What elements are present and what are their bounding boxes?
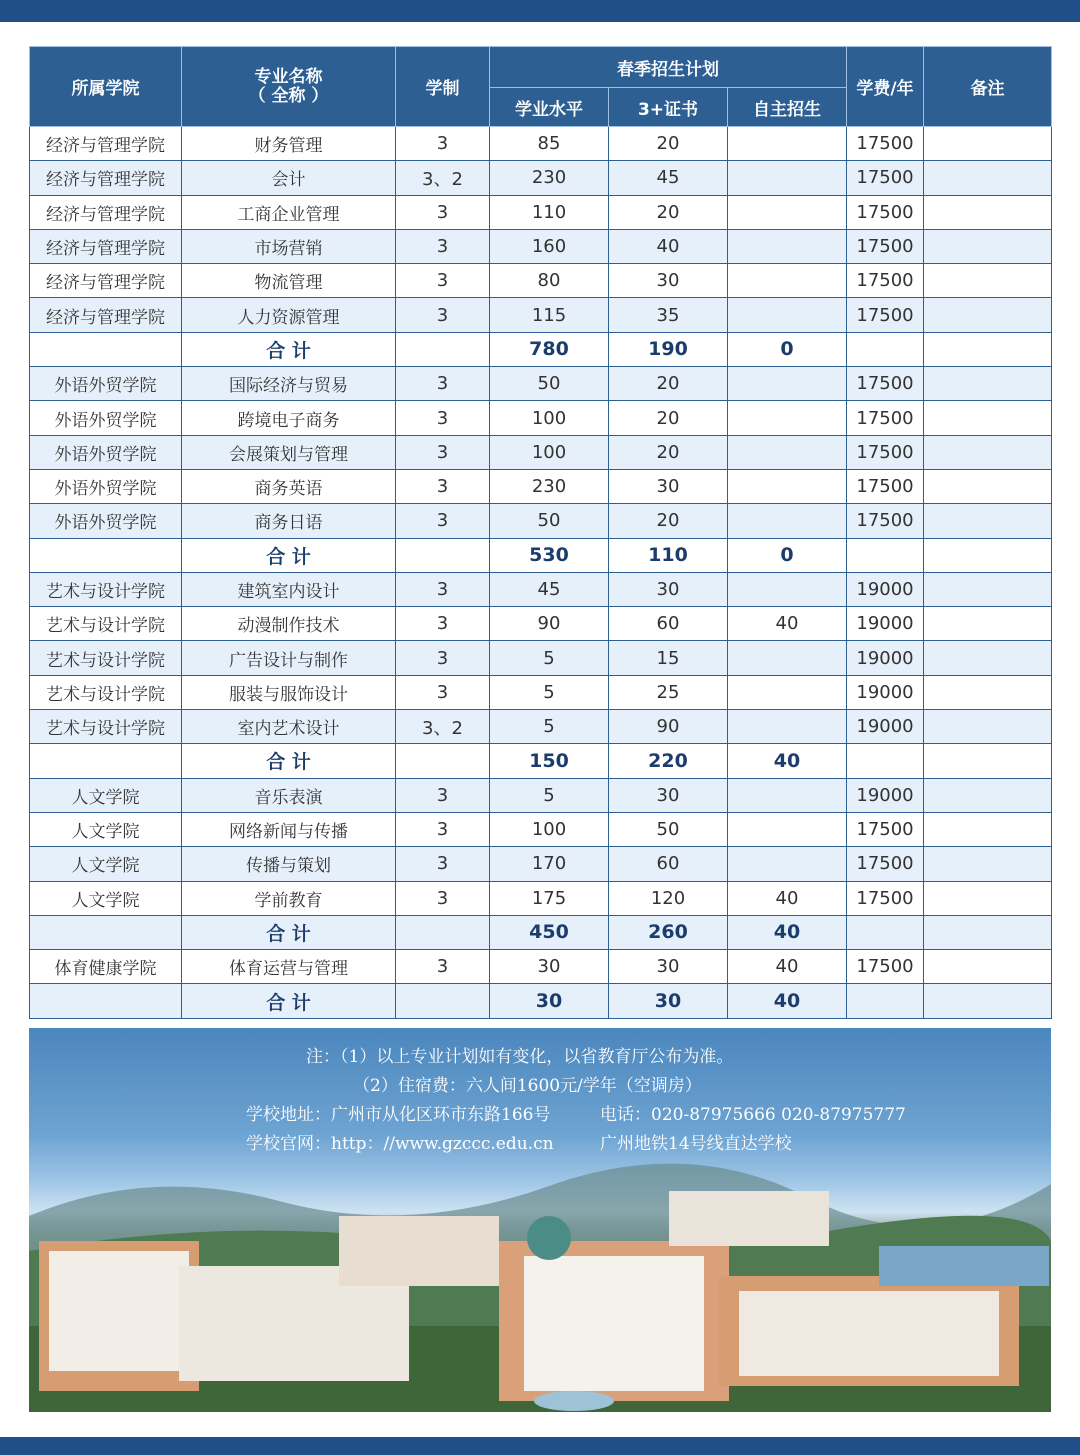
major-cell: 人力资源管理 <box>182 298 396 332</box>
cert-cell: 35 <box>609 298 728 332</box>
independent-cell <box>728 264 847 298</box>
major-cell: 商务英语 <box>182 469 396 503</box>
academic-level-cell: 50 <box>490 504 609 538</box>
table-row <box>30 572 1052 606</box>
academic-level-cell: 45 <box>490 572 609 606</box>
duration-cell: 3 <box>396 778 490 812</box>
independent-cell <box>728 298 847 332</box>
major-cell: 服装与服饰设计 <box>182 675 396 709</box>
cert-cell: 40 <box>609 229 728 263</box>
duration-cell: 3 <box>396 401 490 435</box>
duration-cell: 3 <box>396 812 490 846</box>
fee-cell <box>847 538 924 572</box>
fee-cell <box>847 744 924 778</box>
independent-cell: 40 <box>728 607 847 641</box>
table-row <box>30 607 1052 641</box>
header-independent: 自主招生 <box>728 88 847 127</box>
cert-cell: 50 <box>609 812 728 846</box>
remarks-cell <box>924 572 1052 606</box>
table-row <box>30 812 1052 846</box>
duration-cell: 3 <box>396 881 490 915</box>
remarks-cell <box>924 607 1052 641</box>
header-spring-plan: 春季招生计划 <box>490 47 847 88</box>
header-academic-level: 学业水平 <box>490 88 609 127</box>
duration-cell: 3 <box>396 572 490 606</box>
academic-level-cell: 175 <box>490 881 609 915</box>
enrollment-plan-table-wrapper <box>29 46 1051 1019</box>
header-major-line1: 专业名称 <box>254 66 323 87</box>
fee-cell: 19000 <box>847 710 924 744</box>
duration-cell: 3 <box>396 469 490 503</box>
cert-cell: 30 <box>609 572 728 606</box>
subtotal-row <box>30 984 1052 1018</box>
duration-cell: 3 <box>396 229 490 263</box>
academic-level-cell: 50 <box>490 367 609 401</box>
independent-cell <box>728 778 847 812</box>
major-cell: 室内艺术设计 <box>182 710 396 744</box>
duration-cell <box>396 538 490 572</box>
cert-cell: 110 <box>609 538 728 572</box>
independent-cell: 0 <box>728 538 847 572</box>
major-cell: 会计 <box>182 161 396 195</box>
duration-cell: 3 <box>396 435 490 469</box>
fee-cell: 17500 <box>847 950 924 984</box>
cert-cell: 190 <box>609 332 728 366</box>
cert-cell: 20 <box>609 401 728 435</box>
independent-cell <box>728 367 847 401</box>
major-cell: 财务管理 <box>182 127 396 161</box>
enrollment-plan-table <box>29 46 1052 1019</box>
independent-cell <box>728 161 847 195</box>
table-body <box>30 127 1052 1019</box>
cert-cell: 20 <box>609 367 728 401</box>
remarks-cell <box>924 161 1052 195</box>
cert-cell: 60 <box>609 847 728 881</box>
cert-cell: 30 <box>609 469 728 503</box>
major-cell: 建筑室内设计 <box>182 572 396 606</box>
fee-cell <box>847 332 924 366</box>
remarks-cell <box>924 264 1052 298</box>
remarks-cell <box>924 127 1052 161</box>
major-cell: 国际经济与贸易 <box>182 367 396 401</box>
table-row <box>30 195 1052 229</box>
duration-cell: 3、2 <box>396 161 490 195</box>
academic-level-cell: 5 <box>490 675 609 709</box>
fee-cell: 17500 <box>847 435 924 469</box>
academic-level-cell: 30 <box>490 950 609 984</box>
academic-level-cell: 90 <box>490 607 609 641</box>
duration-cell: 3 <box>396 264 490 298</box>
remarks-cell <box>924 195 1052 229</box>
college-cell: 经济与管理学院 <box>30 195 182 229</box>
table-row <box>30 264 1052 298</box>
major-cell: 跨境电子商务 <box>182 401 396 435</box>
major-cell: 合 计 <box>182 332 396 366</box>
college-cell <box>30 744 182 778</box>
table-row <box>30 881 1052 915</box>
remarks-cell <box>924 710 1052 744</box>
college-cell <box>30 538 182 572</box>
fee-cell: 17500 <box>847 847 924 881</box>
college-cell: 外语外贸学院 <box>30 401 182 435</box>
remarks-cell <box>924 778 1052 812</box>
academic-level-cell: 115 <box>490 298 609 332</box>
major-cell: 广告设计与制作 <box>182 641 396 675</box>
academic-level-cell: 30 <box>490 984 609 1018</box>
fee-cell: 19000 <box>847 641 924 675</box>
academic-level-cell: 170 <box>490 847 609 881</box>
college-cell <box>30 915 182 949</box>
remarks-cell <box>924 298 1052 332</box>
fee-cell: 17500 <box>847 161 924 195</box>
remarks-cell <box>924 744 1052 778</box>
duration-cell: 3 <box>396 847 490 881</box>
college-cell: 人文学院 <box>30 778 182 812</box>
major-cell: 工商企业管理 <box>182 195 396 229</box>
academic-level-cell: 530 <box>490 538 609 572</box>
duration-cell: 3 <box>396 641 490 675</box>
subtotal-row <box>30 332 1052 366</box>
college-cell: 人文学院 <box>30 881 182 915</box>
note-2: （2）住宿费：六人间1600元/学年（空调房） <box>353 1076 702 1096</box>
remarks-cell <box>924 881 1052 915</box>
independent-cell <box>728 812 847 846</box>
fee-cell: 17500 <box>847 504 924 538</box>
academic-level-cell: 5 <box>490 710 609 744</box>
fee-cell: 17500 <box>847 127 924 161</box>
duration-cell <box>396 915 490 949</box>
header-remarks: 备注 <box>924 47 1052 127</box>
cert-cell: 25 <box>609 675 728 709</box>
table-row <box>30 778 1052 812</box>
college-cell: 艺术与设计学院 <box>30 572 182 606</box>
bottom-decor-band <box>0 1437 1080 1455</box>
duration-cell: 3 <box>396 607 490 641</box>
independent-cell <box>728 504 847 538</box>
college-cell: 经济与管理学院 <box>30 161 182 195</box>
major-cell: 商务日语 <box>182 504 396 538</box>
fee-cell: 17500 <box>847 195 924 229</box>
duration-cell: 3 <box>396 504 490 538</box>
metro-info: 广州地铁14号线直达学校 <box>600 1134 792 1154</box>
duration-cell: 3 <box>396 367 490 401</box>
remarks-cell <box>924 538 1052 572</box>
fee-cell: 17500 <box>847 367 924 401</box>
header-major <box>182 47 396 127</box>
cert-cell: 20 <box>609 435 728 469</box>
fee-cell: 19000 <box>847 675 924 709</box>
remarks-cell <box>924 847 1052 881</box>
header-fee: 学费/年 <box>847 47 924 127</box>
independent-cell <box>728 469 847 503</box>
college-cell: 经济与管理学院 <box>30 264 182 298</box>
subtotal-row <box>30 744 1052 778</box>
academic-level-cell: 100 <box>490 812 609 846</box>
table-row <box>30 469 1052 503</box>
table-row <box>30 401 1052 435</box>
cert-cell: 15 <box>609 641 728 675</box>
independent-cell <box>728 572 847 606</box>
duration-cell <box>396 984 490 1018</box>
fountain <box>534 1391 614 1411</box>
college-cell: 经济与管理学院 <box>30 127 182 161</box>
subtotal-row <box>30 538 1052 572</box>
remarks-cell <box>924 984 1052 1018</box>
table-row <box>30 161 1052 195</box>
major-cell: 音乐表演 <box>182 778 396 812</box>
header-college: 所属学院 <box>30 47 182 127</box>
cert-cell: 60 <box>609 607 728 641</box>
cert-cell: 220 <box>609 744 728 778</box>
remarks-cell <box>924 469 1052 503</box>
fee-cell: 19000 <box>847 607 924 641</box>
academic-level-cell: 100 <box>490 435 609 469</box>
college-cell: 外语外贸学院 <box>30 469 182 503</box>
table-row <box>30 127 1052 161</box>
remarks-cell <box>924 229 1052 263</box>
fee-cell: 17500 <box>847 401 924 435</box>
cert-cell: 45 <box>609 161 728 195</box>
remarks-cell <box>924 504 1052 538</box>
cert-cell: 20 <box>609 504 728 538</box>
table-row <box>30 710 1052 744</box>
college-cell: 经济与管理学院 <box>30 229 182 263</box>
fee-cell: 17500 <box>847 264 924 298</box>
independent-cell: 40 <box>728 744 847 778</box>
college-cell: 艺术与设计学院 <box>30 710 182 744</box>
duration-cell: 3 <box>396 127 490 161</box>
table-row <box>30 504 1052 538</box>
subtotal-row <box>30 915 1052 949</box>
independent-cell <box>728 401 847 435</box>
college-cell: 经济与管理学院 <box>30 298 182 332</box>
school-website: 学校官网：http：//www.gzccc.edu.cn <box>246 1134 554 1154</box>
independent-cell <box>728 710 847 744</box>
independent-cell <box>728 435 847 469</box>
academic-level-cell: 230 <box>490 469 609 503</box>
independent-cell <box>728 195 847 229</box>
top-decor-band <box>0 0 1080 22</box>
major-cell: 市场营销 <box>182 229 396 263</box>
duration-cell: 3 <box>396 195 490 229</box>
academic-level-cell: 780 <box>490 332 609 366</box>
duration-cell: 3 <box>396 675 490 709</box>
independent-cell <box>728 847 847 881</box>
header-major-line2: （ 全称 ） <box>248 85 329 106</box>
duration-cell: 3 <box>396 950 490 984</box>
major-cell: 合 计 <box>182 538 396 572</box>
college-cell: 艺术与设计学院 <box>30 607 182 641</box>
cert-cell: 90 <box>609 710 728 744</box>
major-cell: 物流管理 <box>182 264 396 298</box>
cert-cell: 20 <box>609 195 728 229</box>
cert-cell: 260 <box>609 915 728 949</box>
independent-cell: 0 <box>728 332 847 366</box>
duration-cell <box>396 744 490 778</box>
cert-cell: 120 <box>609 881 728 915</box>
duration-cell <box>396 332 490 366</box>
academic-level-cell: 110 <box>490 195 609 229</box>
academic-level-cell: 450 <box>490 915 609 949</box>
major-cell: 合 计 <box>182 744 396 778</box>
table-row <box>30 641 1052 675</box>
independent-cell: 40 <box>728 915 847 949</box>
academic-level-cell: 85 <box>490 127 609 161</box>
academic-level-cell: 5 <box>490 641 609 675</box>
independent-cell <box>728 675 847 709</box>
academic-level-cell: 160 <box>490 229 609 263</box>
remarks-cell <box>924 435 1052 469</box>
major-cell: 合 计 <box>182 915 396 949</box>
independent-cell: 40 <box>728 881 847 915</box>
college-cell: 艺术与设计学院 <box>30 675 182 709</box>
school-phone: 电话：020-87975666 020-87975777 <box>600 1105 906 1125</box>
academic-level-cell: 150 <box>490 744 609 778</box>
major-cell: 传播与策划 <box>182 847 396 881</box>
academic-level-cell: 5 <box>490 778 609 812</box>
school-address: 学校地址：广州市从化区环市东路166号 <box>246 1105 551 1125</box>
remarks-cell <box>924 812 1052 846</box>
campus-photo <box>29 1146 1051 1412</box>
college-cell: 外语外贸学院 <box>30 504 182 538</box>
table-row <box>30 675 1052 709</box>
college-cell: 人文学院 <box>30 847 182 881</box>
college-cell: 艺术与设计学院 <box>30 641 182 675</box>
major-cell: 体育运营与管理 <box>182 950 396 984</box>
remarks-cell <box>924 332 1052 366</box>
table-row <box>30 298 1052 332</box>
footer-panel <box>29 1028 1051 1412</box>
independent-cell: 40 <box>728 984 847 1018</box>
academic-level-cell: 100 <box>490 401 609 435</box>
cert-cell: 30 <box>609 264 728 298</box>
independent-cell <box>728 127 847 161</box>
academic-level-cell: 230 <box>490 161 609 195</box>
header-3plus-cert: 3+证书 <box>609 88 728 127</box>
fee-cell: 17500 <box>847 469 924 503</box>
header-duration: 学制 <box>396 47 490 127</box>
fee-cell <box>847 984 924 1018</box>
college-cell: 体育健康学院 <box>30 950 182 984</box>
major-cell: 合 计 <box>182 984 396 1018</box>
fee-cell: 17500 <box>847 229 924 263</box>
college-cell: 人文学院 <box>30 812 182 846</box>
college-cell <box>30 332 182 366</box>
table-row <box>30 367 1052 401</box>
college-cell: 外语外贸学院 <box>30 435 182 469</box>
fee-cell: 19000 <box>847 572 924 606</box>
table-row <box>30 435 1052 469</box>
major-cell: 学前教育 <box>182 881 396 915</box>
fee-cell: 19000 <box>847 778 924 812</box>
note-1: 注：（1）以上专业计划如有变化，以省教育厅公布为准。 <box>306 1047 734 1067</box>
remarks-cell <box>924 367 1052 401</box>
remarks-cell <box>924 401 1052 435</box>
major-cell: 会展策划与管理 <box>182 435 396 469</box>
cert-cell: 30 <box>609 778 728 812</box>
independent-cell <box>728 641 847 675</box>
fee-cell: 17500 <box>847 812 924 846</box>
fee-cell <box>847 915 924 949</box>
cert-cell: 20 <box>609 127 728 161</box>
college-cell <box>30 984 182 1018</box>
college-cell: 外语外贸学院 <box>30 367 182 401</box>
duration-cell: 3 <box>396 298 490 332</box>
major-cell: 网络新闻与传播 <box>182 812 396 846</box>
cert-cell: 30 <box>609 950 728 984</box>
independent-cell: 40 <box>728 950 847 984</box>
fee-cell: 17500 <box>847 298 924 332</box>
remarks-cell <box>924 675 1052 709</box>
cert-cell: 30 <box>609 984 728 1018</box>
table-row <box>30 229 1052 263</box>
table-row <box>30 847 1052 881</box>
major-cell: 动漫制作技术 <box>182 607 396 641</box>
independent-cell <box>728 229 847 263</box>
table-row <box>30 950 1052 984</box>
remarks-cell <box>924 915 1052 949</box>
remarks-cell <box>924 950 1052 984</box>
duration-cell: 3、2 <box>396 710 490 744</box>
remarks-cell <box>924 641 1052 675</box>
academic-level-cell: 80 <box>490 264 609 298</box>
fee-cell: 17500 <box>847 881 924 915</box>
